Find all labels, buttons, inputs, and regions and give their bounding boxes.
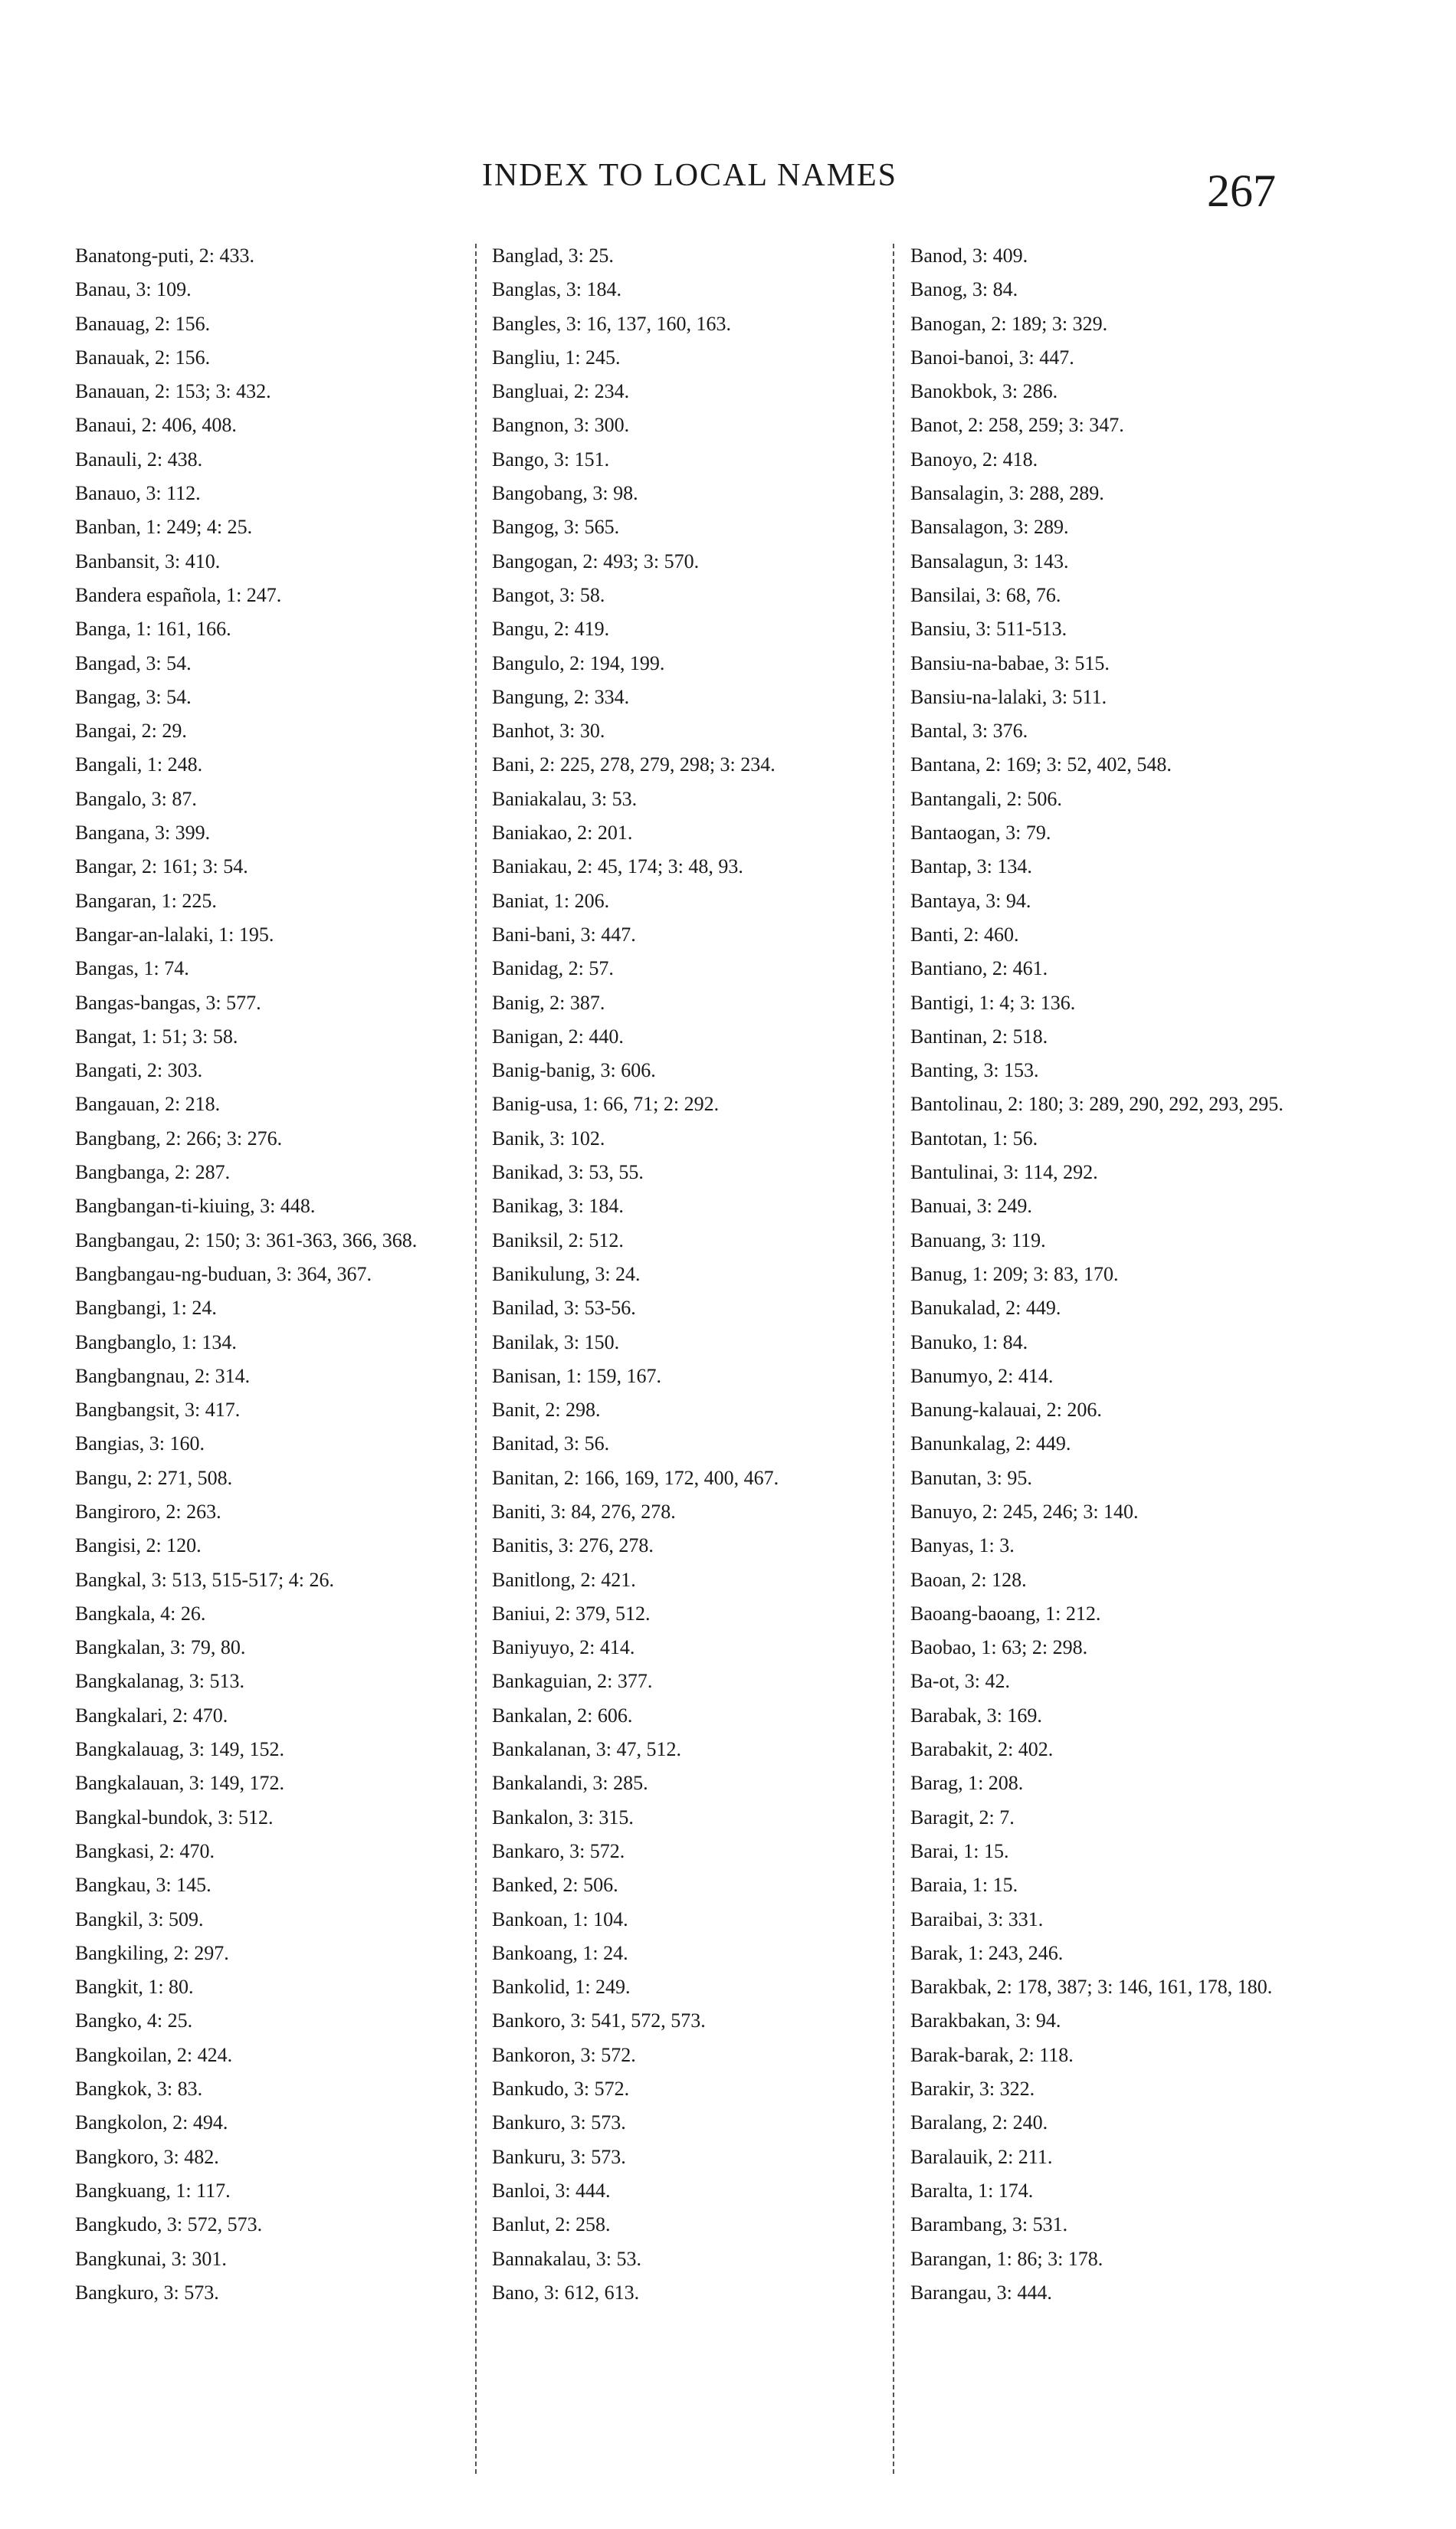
index-entry: Bantaya, 3: 94. (910, 889, 1031, 912)
index-entry: Bangkalauag, 3: 149, 152. (75, 1738, 284, 1761)
index-entry: Barangau, 3: 444. (910, 2281, 1052, 2304)
index-entry: Bangas, 1: 74. (75, 957, 189, 980)
index-entry: Baraibai, 3: 331. (910, 1907, 1044, 1930)
index-entry: Bankoan, 1: 104. (492, 1907, 628, 1930)
index-entry: Bangkudo, 3: 572, 573. (75, 2213, 263, 2236)
index-entry: Bangu, 2: 419. (492, 618, 610, 641)
index-entry: Bangkiling, 2: 297. (75, 1941, 229, 1964)
index-entry: Bangkalan, 3: 79, 80. (75, 1636, 246, 1659)
index-entry: Bangulo, 2: 194, 199. (492, 651, 665, 674)
index-entry: Bangot, 3: 58. (492, 583, 605, 606)
index-entry: Banga, 1: 161, 166. (75, 618, 231, 641)
index-entry: Bani, 2: 225, 278, 279, 298; 3: 234. (492, 753, 776, 776)
index-entry: Barakbak, 2: 178, 387; 3: 146, 161, 178, 180. (910, 1976, 1273, 1999)
index-entry: Bantinan, 2: 518. (910, 1025, 1048, 1048)
index-entry: Banod, 3: 409. (910, 244, 1028, 267)
index-entry: Banutan, 3: 95. (910, 1466, 1032, 1489)
index-entry: Baoang-baoang, 1: 212. (910, 1602, 1101, 1625)
index-entry: Banoyo, 2: 418. (910, 448, 1038, 471)
index-entry: Bangkoro, 3: 482. (75, 2145, 219, 2168)
index-entry: Bansalagin, 3: 288, 289. (910, 482, 1104, 505)
index-entry: Bandera española, 1: 247. (75, 583, 282, 606)
index-entry: Barag, 1: 208. (910, 1772, 1024, 1795)
index-entry: Bangbanglo, 1: 134. (75, 1330, 237, 1353)
index-entry: Banit, 2: 298. (492, 1399, 601, 1422)
index-entry: Bantiano, 2: 461. (910, 957, 1048, 980)
index-entry: Banatong-puti, 2: 433. (75, 244, 254, 267)
index-entry: Banlut, 2: 258. (492, 2213, 611, 2236)
index-entry: Bani-bani, 3: 447. (492, 923, 636, 946)
index-entry: Banitis, 3: 276, 278. (492, 1534, 654, 1557)
index-entry: Baniakalau, 3: 53. (492, 787, 638, 810)
index-entry: Bangias, 3: 160. (75, 1432, 205, 1455)
index-entry: Bankaguian, 2: 377. (492, 1670, 653, 1693)
index-entry: Baralauik, 2: 211. (910, 2145, 1053, 2168)
index-entry: Banauak, 2: 156. (75, 346, 211, 369)
index-entry: Bangas-bangas, 3: 577. (75, 991, 261, 1014)
index-entry: Bangauan, 2: 218. (75, 1093, 221, 1116)
index-entry: Banuang, 3: 119. (910, 1228, 1046, 1251)
index-entry: Banot, 2: 258, 259; 3: 347. (910, 414, 1124, 437)
index-entry: Banilak, 3: 150. (492, 1330, 620, 1353)
index-column-1 (75, 239, 489, 2310)
index-entry: Barak, 1: 243, 246. (910, 1941, 1064, 1964)
index-entry: Bangana, 3: 399. (75, 822, 211, 845)
index-entry: Banauli, 2: 438. (75, 448, 203, 471)
index-column-2 (492, 239, 906, 2310)
index-entry: Banidag, 2: 57. (492, 957, 614, 980)
index-entry: Banug, 1: 209; 3: 83, 170. (910, 1262, 1119, 1285)
index-entry: Bantotan, 1: 56. (910, 1127, 1038, 1150)
index-entry: Banglad, 3: 25. (492, 244, 614, 267)
index-entry: Banuko, 1: 84. (910, 1330, 1028, 1353)
index-entry: Banitlong, 2: 421. (492, 1568, 636, 1591)
index-entry: Barai, 1: 15. (910, 1839, 1009, 1862)
index-entry: Bangali, 1: 248. (75, 753, 203, 776)
index-entry: Bangbangsit, 3: 417. (75, 1399, 241, 1422)
index-entry: Banik, 3: 102. (492, 1127, 605, 1150)
index-entry: Baniat, 1: 206. (492, 889, 610, 912)
index-entry: Banogan, 2: 189; 3: 329. (910, 312, 1108, 335)
index-entry: Bangbangi, 1: 24. (75, 1297, 217, 1320)
index-entry: Bangkau, 3: 145. (75, 1874, 212, 1897)
index-entry: Bangkala, 4: 26. (75, 1602, 206, 1625)
index-entry: Bangung, 2: 334. (492, 685, 630, 708)
index-entry: Bankalandi, 3: 285. (492, 1772, 648, 1795)
index-entry: Banung-kalauai, 2: 206. (910, 1399, 1102, 1422)
index-entry: Bangu, 2: 271, 508. (75, 1466, 233, 1489)
index-entry: Banikad, 3: 53, 55. (492, 1161, 644, 1184)
index-entry: Bankalan, 2: 606. (492, 1704, 633, 1727)
index-entry: Barakbakan, 3: 94. (910, 2009, 1061, 2032)
index-entry: Bankalanan, 3: 47, 512. (492, 1738, 681, 1761)
index-entry: Bansiu-na-babae, 3: 515. (910, 651, 1110, 674)
index-entry: Baniakao, 2: 201. (492, 822, 633, 845)
index-entry: Banauo, 3: 112. (75, 482, 201, 505)
index-entry: Bangobang, 3: 98. (492, 482, 638, 505)
page-title: INDEX TO LOCAL NAMES (481, 158, 898, 193)
index-entry: Bangati, 2: 303. (75, 1059, 203, 1082)
index-entry: Bangkil, 3: 509. (75, 1907, 204, 1930)
index-entry: Banauan, 2: 153; 3: 432. (75, 380, 271, 403)
index-entry: Barabakit, 2: 402. (910, 1738, 1054, 1761)
index-entry: Bangkolon, 2: 494. (75, 2111, 228, 2134)
index-entry: Bansilai, 3: 68, 76. (910, 583, 1061, 606)
index-entry: Bankaro, 3: 572. (492, 1839, 625, 1862)
index-entry: Bangkalauan, 3: 149, 172. (75, 1772, 284, 1795)
index-entry: Banauag, 2: 156. (75, 312, 211, 335)
index-entry: Bangar-an-lalaki, 1: 195. (75, 923, 274, 946)
index-entry: Bankoron, 3: 572. (492, 2043, 636, 2066)
index-entry: Banoi-banoi, 3: 447. (910, 346, 1074, 369)
index-entry: Bangisi, 2: 120. (75, 1534, 202, 1557)
index-entry: Baralang, 2: 240. (910, 2111, 1048, 2134)
index-entry: Banhot, 3: 30. (492, 720, 605, 743)
index-entry: Bankalon, 3: 315. (492, 1806, 634, 1829)
index-entry: Banog, 3: 84. (910, 278, 1018, 301)
index-entry: Banked, 2: 506. (492, 1874, 618, 1897)
index-entry: Bantana, 2: 169; 3: 52, 402, 548. (910, 753, 1172, 776)
index-entry: Bangat, 1: 51; 3: 58. (75, 1025, 238, 1048)
index-entry: Banbansit, 3: 410. (75, 549, 221, 572)
index-entry: Banukalad, 2: 449. (910, 1297, 1061, 1320)
index-entry: Bangkuro, 3: 573. (75, 2281, 219, 2304)
index-entry: Bangar, 2: 161; 3: 54. (75, 855, 248, 878)
index-entry: Banikag, 3: 184. (492, 1195, 624, 1218)
index-entry: Bangaran, 1: 225. (75, 889, 217, 912)
index-entry: Bangbangan-ti-kiuing, 3: 448. (75, 1195, 316, 1218)
index-entry: Bantaogan, 3: 79. (910, 822, 1051, 845)
index-column-3 (910, 239, 1309, 2310)
index-entry: Bangag, 3: 54. (75, 685, 192, 708)
index-entry: Bangogan, 2: 493; 3: 570. (492, 549, 700, 572)
index-entry: Bantolinau, 2: 180; 3: 289, 290, 292, 293, 295. (910, 1093, 1284, 1116)
index-entry: Banig-banig, 3: 606. (492, 1059, 656, 1082)
index-entry: Banikulung, 3: 24. (492, 1262, 641, 1285)
index-entry: Bangkalanag, 3: 513. (75, 1670, 244, 1693)
index-entry: Baralta, 1: 174. (910, 2179, 1034, 2202)
index-entry: Bangbang, 2: 266; 3: 276. (75, 1127, 283, 1150)
index-entry: Bankoang, 1: 24. (492, 1941, 628, 1964)
index-entry: Bantal, 3: 376. (910, 720, 1028, 743)
index-entry: Bansiu, 3: 511-513. (910, 618, 1067, 641)
index-entry: Banitad, 3: 56. (492, 1432, 610, 1455)
index-entry: Barambang, 3: 531. (910, 2213, 1068, 2236)
index-entry: Banban, 1: 249; 4: 25. (75, 516, 253, 539)
index-entry: Banti, 2: 460. (910, 923, 1019, 946)
index-entry: Banumyo, 2: 414. (910, 1364, 1054, 1387)
index-entry: Banig, 2: 387. (492, 991, 605, 1014)
index-entry: Bangko, 4: 25. (75, 2009, 193, 2032)
index-entry: Bangkalari, 2: 470. (75, 1704, 228, 1727)
index-entry: Baragit, 2: 7. (910, 1806, 1015, 1829)
index-entry: Bantangali, 2: 506. (910, 787, 1062, 810)
index-entry: Bantulinai, 3: 114, 292. (910, 1161, 1098, 1184)
index-entry: Bangbangau, 2: 150; 3: 361-363, 366, 368. (75, 1228, 418, 1251)
index-entry: Bangkal, 3: 513, 515-517; 4: 26. (75, 1568, 334, 1591)
index-entry: Barakir, 3: 322. (910, 2078, 1035, 2101)
index-entry: Barabak, 3: 169. (910, 1704, 1042, 1727)
index-entry: Banig-usa, 1: 66, 71; 2: 292. (492, 1093, 720, 1116)
index-entry: Baraia, 1: 15. (910, 1874, 1018, 1897)
index-entry: Baniakau, 2: 45, 174; 3: 48, 93. (492, 855, 743, 878)
index-entry: Bankoro, 3: 541, 572, 573. (492, 2009, 706, 2032)
index-entry: Bansiu-na-lalaki, 3: 511. (910, 685, 1107, 708)
index-entry: Banigan, 2: 440. (492, 1025, 624, 1048)
index-entry: Bangkasi, 2: 470. (75, 1839, 215, 1862)
index-entry: Bangbangau-ng-buduan, 3: 364, 367. (75, 1262, 372, 1285)
index-entry: Baniksil, 2: 512. (492, 1228, 624, 1251)
index-entry: Banilad, 3: 53-56. (492, 1297, 636, 1320)
index-entry: Bansalagon, 3: 289. (910, 516, 1069, 539)
index-entry: Bangluai, 2: 234. (492, 380, 630, 403)
index-entry: Bangnon, 3: 300. (492, 414, 630, 437)
index-entry: Banting, 3: 153. (910, 1059, 1039, 1082)
index-entry: Bango, 3: 151. (492, 448, 610, 471)
index-entry: Bangiroro, 2: 263. (75, 1500, 221, 1523)
index-entry: Bangkoilan, 2: 424. (75, 2043, 233, 2066)
index-entry: Bankudo, 3: 572. (492, 2078, 630, 2101)
index-entry: Baobao, 1: 63; 2: 298. (910, 1636, 1088, 1659)
index-entry: Bangalo, 3: 87. (75, 787, 197, 810)
index-entry: Bangkit, 1: 80. (75, 1976, 194, 1999)
index-entry: Bankuro, 3: 573. (492, 2111, 626, 2134)
index-entry: Bangkal-bundok, 3: 512. (75, 1806, 274, 1829)
index-entry: Bangad, 3: 54. (75, 651, 192, 674)
index-entry: Bansalagun, 3: 143. (910, 549, 1069, 572)
index-entry: Bannakalau, 3: 53. (492, 2247, 641, 2270)
index-entry: Bangog, 3: 565. (492, 516, 620, 539)
index-entry: Bangkunai, 3: 301. (75, 2247, 227, 2270)
index-entry: Barangan, 1: 86; 3: 178. (910, 2247, 1103, 2270)
index-entry: Baniyuyo, 2: 414. (492, 1636, 635, 1659)
index-entry: Banau, 3: 109. (75, 278, 192, 301)
index-entry: Banyas, 1: 3. (910, 1534, 1015, 1557)
index-entry: Baniui, 2: 379, 512. (492, 1602, 651, 1625)
index-entry: Banunkalag, 2: 449. (910, 1432, 1071, 1455)
index-entry: Banitan, 2: 166, 169, 172, 400, 467. (492, 1466, 779, 1489)
index-entry: Bangbangnau, 2: 314. (75, 1364, 251, 1387)
index-entry: Banloi, 3: 444. (492, 2179, 611, 2202)
index-entry: Bankuru, 3: 573. (492, 2145, 626, 2168)
index-entry: Banuyo, 2: 245, 246; 3: 140. (910, 1500, 1139, 1523)
index-entry: Bantap, 3: 134. (910, 855, 1032, 878)
index-entry: Banuai, 3: 249. (910, 1195, 1032, 1218)
index-entry: Bantigi, 1: 4; 3: 136. (910, 991, 1076, 1014)
index-entry: Bangbanga, 2: 287. (75, 1161, 231, 1184)
index-entry: Baniti, 3: 84, 276, 278. (492, 1500, 676, 1523)
index-entry: Bano, 3: 612, 613. (492, 2281, 640, 2304)
index-entry: Bangai, 2: 29. (75, 720, 187, 743)
index-entry: Barak-barak, 2: 118. (910, 2043, 1074, 2066)
index-entry: Banokbok, 3: 286. (910, 380, 1058, 403)
index-entry: Bangliu, 1: 245. (492, 346, 621, 369)
page-number: 267 (1207, 166, 1276, 216)
index-entry: Banaui, 2: 406, 408. (75, 414, 237, 437)
index-entry: Bangkuang, 1: 117. (75, 2179, 231, 2202)
index-entry: Bankolid, 1: 249. (492, 1976, 631, 1999)
index-entry: Bangkok, 3: 83. (75, 2078, 203, 2101)
index-entry: Banglas, 3: 184. (492, 278, 621, 301)
index-entry: Banisan, 1: 159, 167. (492, 1364, 661, 1387)
index-entry: Bangles, 3: 16, 137, 160, 163. (492, 312, 731, 335)
index-entry: Baoan, 2: 128. (910, 1568, 1027, 1591)
index-entry: Ba-ot, 3: 42. (910, 1670, 1010, 1693)
